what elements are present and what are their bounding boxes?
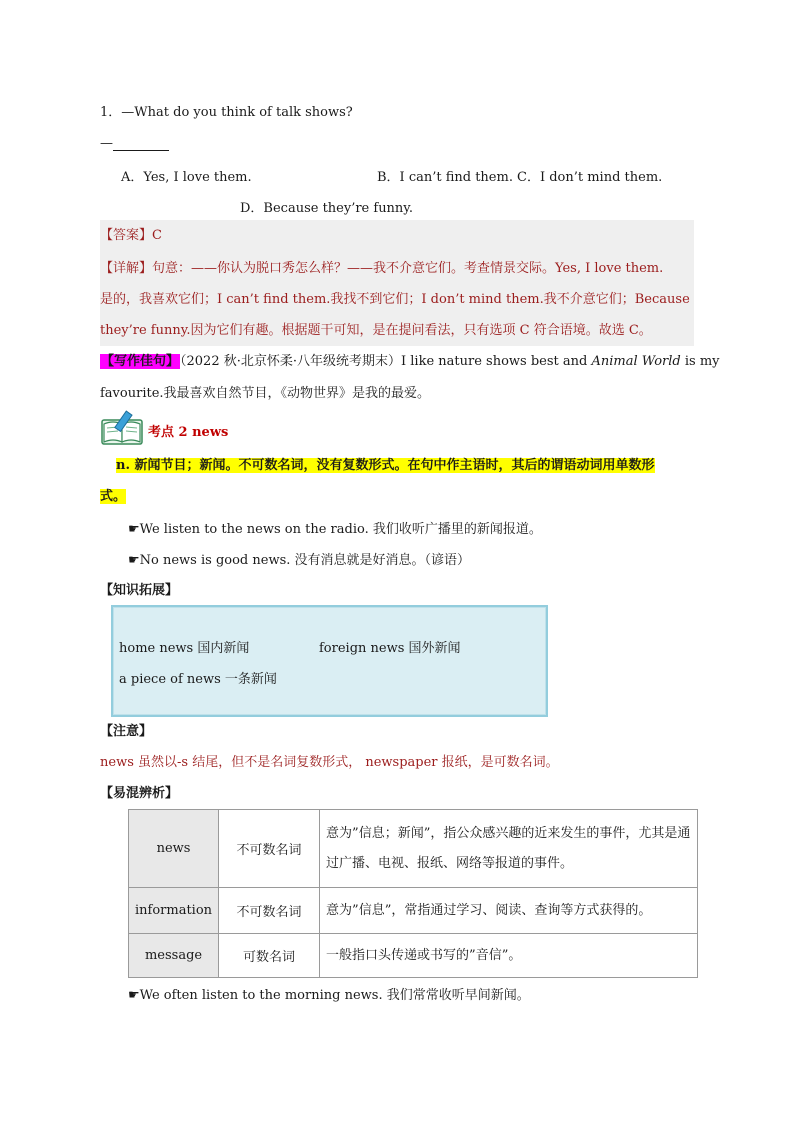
explanation-line-3: they’re funny.因为它们有趣。根据题干可知，是在提问看法，只有选项 C 符合语境。故选 C。 [100, 323, 652, 338]
explanation-text-1: 句意：——你认为脱口秀怎么样？——我不介意它们。考查情景交际。Yes, I love them. [152, 261, 664, 276]
book-pencil-icon [100, 410, 144, 446]
definition-text-1: n. 新闻节目；新闻。不可数名词，没有复数形式。在句中作主语时，其后的谓语动词用单数形 [116, 458, 655, 473]
note-text [100, 747, 694, 778]
answer-blank [113, 136, 169, 151]
extension-box [111, 605, 548, 717]
definition-line-2 [100, 481, 694, 512]
note-text-2: newspaper 报纸，是可数名词。 [365, 755, 559, 770]
writing-sentence-a: I like nature shows best and [401, 354, 592, 369]
row-meaning: 意为”信息”，常指通过学习、阅读、查询等方式获得的。 [320, 888, 698, 934]
answer-value: C [152, 228, 162, 243]
writing-source: （2022 秋·北京怀柔·八年级统考期末） [180, 354, 401, 369]
question-number: 1． [100, 105, 122, 120]
final-example: ☛We often listen to the morning news. 我们常常收听早间新闻。 [128, 988, 530, 1003]
option-d: D．Because they’re funny. [240, 201, 414, 216]
writing-line-1 [100, 346, 720, 377]
table-row [129, 888, 698, 934]
option-c: C．I don’t mind them. [517, 170, 663, 185]
extension-label: 【知识拓展】 [100, 583, 179, 598]
row-word: information [129, 888, 219, 934]
answer-label: 【答案】 [100, 228, 153, 243]
explanation-label: 【详解】 [100, 261, 153, 276]
blank-prefix: — [100, 136, 113, 151]
answer-blank-line [100, 128, 694, 159]
definition-line-1 [116, 450, 694, 481]
extension-item-3: a piece of news 一条新闻 [119, 672, 277, 687]
table-row [129, 810, 698, 888]
explanation-line-2: 是的，我喜欢它们；I can’t find them.我找不到它们；I don’t mind them.我不介意它们；Because [100, 292, 690, 307]
extension-item-2: foreign news 国外新闻 [319, 641, 461, 656]
row-word: news [129, 810, 219, 888]
option-a: A．Yes, I love them. [121, 170, 252, 185]
row-word: message [129, 934, 219, 978]
option-b: B．I can’t find them. [377, 170, 513, 185]
row-type: 不可数名词 [219, 888, 320, 934]
definition-text-2: 式。 [100, 489, 127, 504]
note-text-1: news 虽然以-s 结尾，但不是名词复数形式， [100, 755, 362, 770]
explanation-line-1 [100, 253, 694, 284]
note-label: 【注意】 [100, 724, 153, 739]
confusion-label: 【易混辨析】 [100, 786, 179, 801]
point-title: 考点 2 news [148, 425, 229, 440]
writing-sentence-b: is my [680, 354, 720, 369]
confusion-table [128, 809, 698, 978]
row-meaning: 意为”信息；新闻”，指公众感兴趣的近来发生的事件，尤其是通过广播、电视、报纸、网络等报道的事件。 [320, 810, 698, 888]
extension-item-1: home news 国内新闻 [119, 641, 250, 656]
row-type: 不可数名词 [219, 810, 320, 888]
question-stem-line [100, 97, 694, 128]
row-type: 可数名词 [219, 934, 320, 978]
question-stem: —What do you think of talk shows? [121, 105, 353, 120]
writing-sentence-italic: Animal World [591, 354, 681, 369]
answer-line [100, 220, 694, 251]
writing-label: 【写作佳句】 [101, 354, 180, 369]
row-meaning: 一般指口头传递或书写的”音信”。 [320, 934, 698, 978]
example-2: ☛No news is good news. 没有消息就是好消息。（谚语） [128, 553, 471, 568]
writing-line-2: favourite.我最喜欢自然节目，《动物世界》是我的最爱。 [100, 386, 431, 401]
table-row [129, 934, 698, 978]
example-1: ☛We listen to the news on the radio. 我们收听广播里的新闻报道。 [128, 522, 542, 537]
